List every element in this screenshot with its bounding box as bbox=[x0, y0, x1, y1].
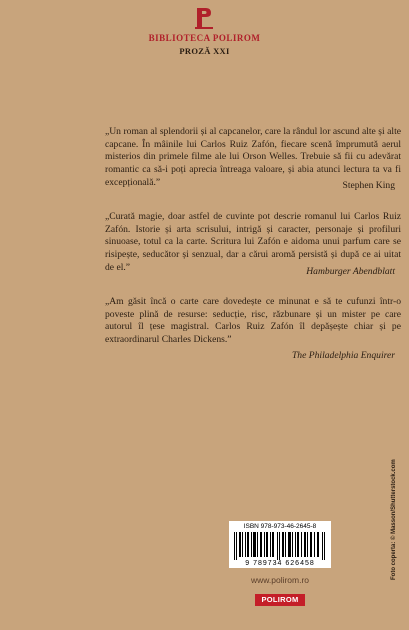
isbn-label: ISBN 978-973-46-2645-8 bbox=[243, 523, 317, 530]
publisher-logo: POLIROM bbox=[255, 594, 305, 606]
quote-author: Hamburger Abendblatt bbox=[306, 266, 395, 277]
barcode-digits: 9 789734 626458 bbox=[245, 560, 315, 567]
photo-credit: Foto coperta: © Masson/Shutterstock.com bbox=[391, 459, 397, 580]
series-title: BIBLIOTECA POLIROM bbox=[148, 33, 261, 43]
publisher-website: www.polirom.ro bbox=[250, 575, 310, 585]
quote-text: „Curată magie, doar astfel de cuvinte pot descrie romanul lui Carlos Ruiz Zafón. Istorie și arta scrisului, intrigă și caracter, personaje și profiluri sinuoase, totul ca la carte. Scritura lui Zafón e aidoma unui parfum care se risipește, seducător și senzual, dar a cărui aromă persistă și după ce ai uitat de el.” bbox=[105, 211, 401, 273]
barcode-bars-icon bbox=[234, 532, 326, 560]
quote-text: „Am găsit încă o carte care dovedește ce minunat e să te cufunzi într-o poveste plină de resurse: seducție, risc, răzbunare și un mister pe care autorul îl țese magistral. Carlos Ruiz Zafón îl depășește chiar și pe extraordinarul Charles Dickens.” bbox=[105, 296, 401, 346]
polirom-logo-icon bbox=[195, 7, 213, 29]
collection-title: PROZĂ XXI bbox=[179, 46, 230, 56]
quote-author: The Philadelphia Enquirer bbox=[291, 350, 395, 361]
quote-text: „Un roman al splendorii și al capcanelor, care la rândul lor ascund alte și alte capcane. În mâinile lui Carlos Ruiz Zafón, fiecare scenă împrumută aerul misterios din primele filme ale lui Orson Welles. Trebuie să fii cu adevărat romantic ca să-i poți aprecia întreaga valoare, și abia atunci lectura ta va fi excepțională.” bbox=[105, 126, 401, 188]
quote-author: Stephen King bbox=[342, 180, 395, 191]
review-quote bbox=[105, 211, 401, 275]
review-quote bbox=[105, 296, 401, 347]
barcode bbox=[229, 521, 331, 568]
